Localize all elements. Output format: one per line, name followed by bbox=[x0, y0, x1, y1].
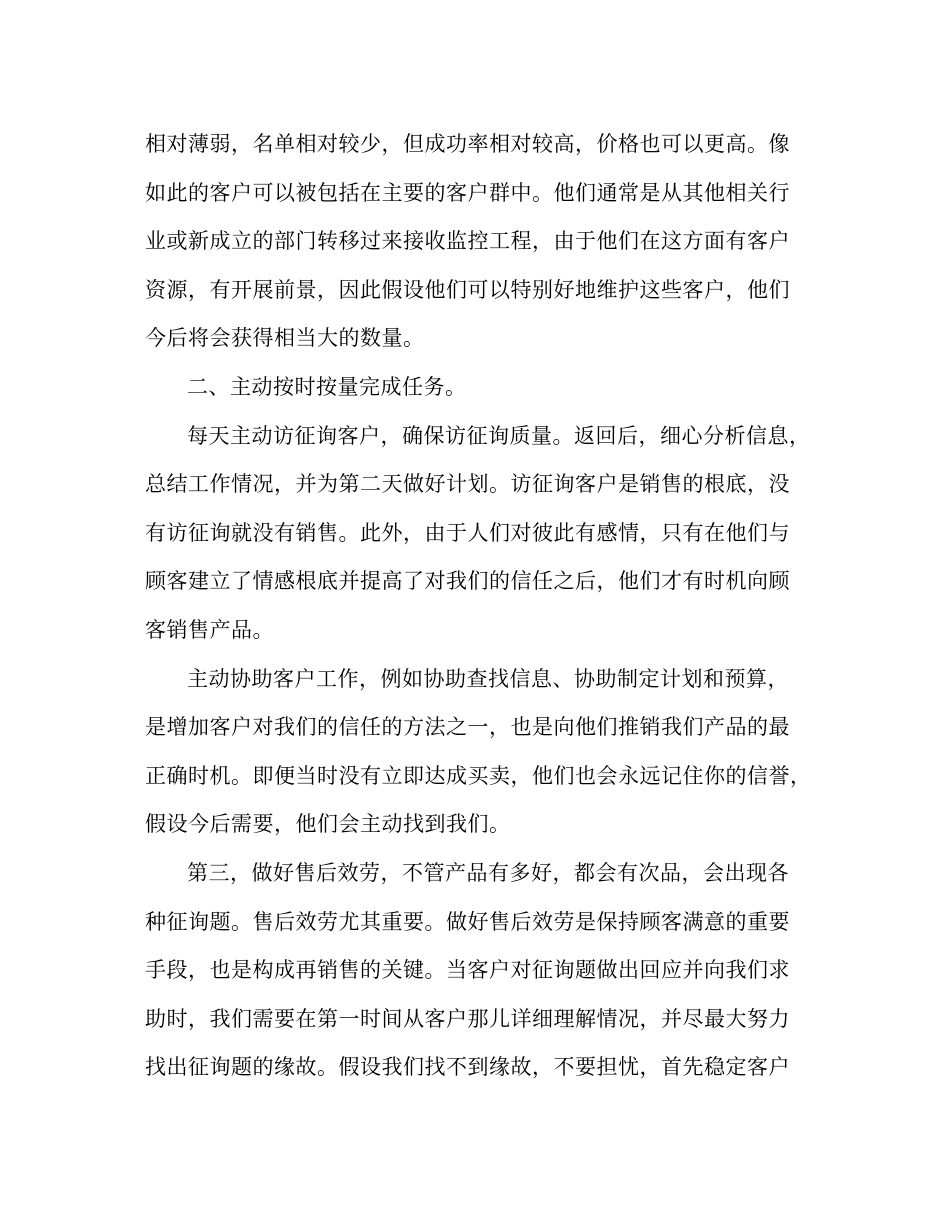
text-line: 顾客建立了情感根底并提高了对我们的信任之后，他们才有时机向顾 bbox=[145, 569, 790, 594]
text-line: 找出征询题的缘故。假设我们找不到缘故，不要担忧，首先稳定客户 bbox=[145, 1055, 790, 1080]
section-heading: 二、主动按时按量完成任务。 bbox=[187, 374, 467, 399]
text-line: 今后将会获得相当大的数量。 bbox=[145, 326, 425, 351]
text-line: 资源，有开展前景，因此假设他们可以特别好地维护这些客户，他们 bbox=[145, 277, 790, 302]
text-line: 总结工作情况，并为第二天做好计划。访征询客户是销售的根底，没 bbox=[145, 472, 790, 497]
text-line: 假设今后需要，他们会主动找到我们。 bbox=[145, 812, 511, 837]
text-line: 有访征询就没有销售。此外，由于人们对彼此有感情，只有在他们与 bbox=[145, 520, 790, 545]
text-line: 是增加客户对我们的信任的方法之一，也是向他们推销我们产品的最 bbox=[145, 715, 790, 740]
text-line: 相对薄弱，名单相对较少，但成功率相对较高，价格也可以更高。像 bbox=[145, 132, 790, 156]
text-line: 如此的客户可以被包括在主要的客户群中。他们通常是从其他相关行 bbox=[145, 180, 790, 205]
text-line: 正确时机。即便当时没有立即达成买卖，他们也会永远记住你的信誉， bbox=[145, 763, 812, 788]
text-line: 助时，我们需要在第一时间从客户那儿详细理解情况，并尽最大努力 bbox=[145, 1006, 790, 1031]
paragraph-start-line: 第三，做好售后效劳，不管产品有多好，都会有次品，会出现各 bbox=[187, 860, 789, 885]
text-line: 客销售产品。 bbox=[145, 617, 274, 642]
paragraph-start-line: 主动协助客户工作，例如协助查找信息、协助制定计划和预算， bbox=[187, 666, 789, 691]
text-line: 手段，也是构成再销售的关键。当客户对征询题做出回应并向我们求 bbox=[145, 958, 790, 983]
paragraph-start-line: 每天主动访征询客户，确保访征询质量。返回后，细心分析信息， bbox=[187, 423, 811, 448]
text-line: 种征询题。售后效劳尤其重要。做好售后效劳是保持顾客满意的重要 bbox=[145, 909, 790, 934]
text-line: 业或新成立的部门转移过来接收监控工程，由于他们在这方面有客户 bbox=[145, 229, 790, 254]
